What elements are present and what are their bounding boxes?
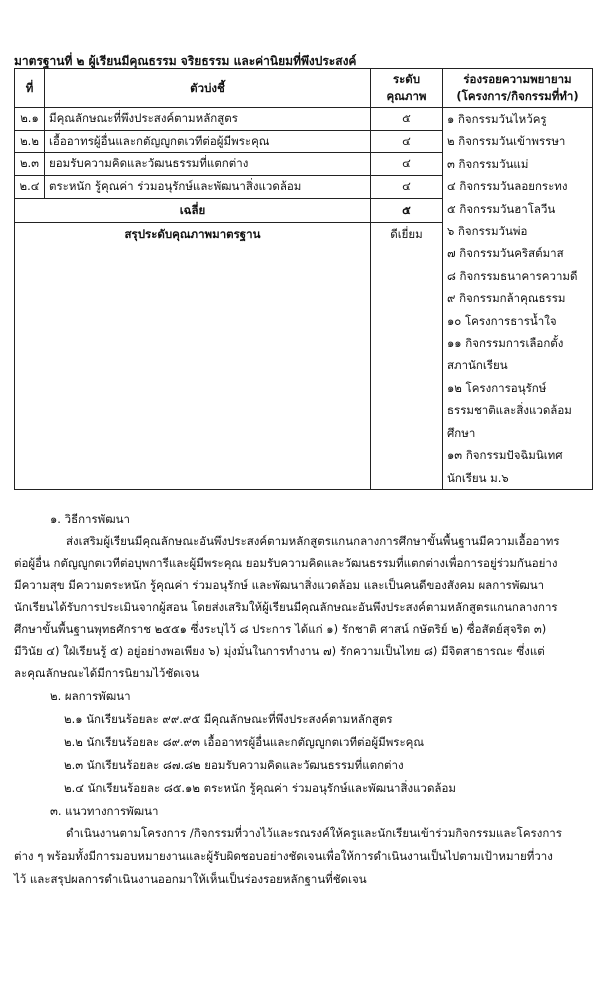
indicator-level: ๔ [371, 130, 443, 153]
indicator-level: ๔ [371, 176, 443, 199]
activities-cell [443, 108, 593, 490]
section-heading-results: ๒. ผลการพัฒนา [50, 689, 131, 703]
paragraph-line: ต่าง ๆ พร้อมทั้งมีการมอบหมายงานและผู้รับผิดชอบอย่างชัดเจนเพื่อให้การดำเนินงานเป็นไปตามเป้าหมายที่วาง [14, 849, 553, 863]
standard-title: มาตรฐานที่ ๒ ผู้เรียนมีคุณธรรม จริยธรรม และค่านิยมที่พึงประสงค์ [14, 54, 357, 68]
activity-item: ๙ กิจกรรมกล้าคุณธรรม [447, 291, 566, 306]
indicator-number: ๒.๒ [15, 130, 45, 153]
paragraph-line: ไว้ และสรุปผลการดำเนินงานออกมาให้เห็นเป็นร่องรอยหลักฐานที่ชัดเจน [14, 872, 367, 886]
paragraph-line: นักเรียนได้รับการประเมินจากผู้สอน โดยส่งเสริมให้ผู้เรียนมีคุณลักษณะอันพึงประสงค์ตามหลักสูตรแกนกลางการ [14, 600, 558, 614]
indicator-text: เอื้ออาทรผู้อื่นและกตัญญูกตเวทีต่อผู้มีพระคุณ [45, 130, 371, 153]
header-evidence-line1: ร่องรอยความพยายาม [463, 72, 572, 86]
summary-value: ดีเยี่ยม [371, 222, 443, 489]
header-evidence [443, 69, 593, 108]
activity-item: ๖ กิจกรรมวันพ่อ [447, 224, 528, 239]
header-level-line2: คุณภาพ [386, 89, 427, 103]
paragraph-line: ส่งเสริมผู้เรียนมีคุณลักษณะอันพึงประสงค์ตามหลักสูตรแกนกลางการศึกษาขั้นพื้นฐานมีความเอื้ออาทร [66, 534, 560, 548]
activity-item: ๒ กิจกรรมวันเข้าพรรษา [447, 134, 566, 149]
paragraph-line: ดำเนินงานตามโครงการ /กิจกรรมที่วางไว้และรณรงค์ให้ครูและนักเรียนเข้าร่วมกิจกรรมและโครงการ [66, 826, 562, 840]
result-item: ๒.๔ นักเรียนร้อยละ ๘๕.๑๒ ตระหนัก รู้คุณค่า ร่วมอนุรักษ์และพัฒนาสิ่งแวดล้อม [64, 781, 456, 795]
header-evidence-line2: (โครงการ/กิจกรรมที่ทำ) [456, 89, 579, 103]
paragraph-line: ศึกษาขั้นพื้นฐานพุทธศักราช ๒๕๕๑ ซึ่งระบุไว้ ๘ ประการ ได้แก่ ๑) รักชาติ ศาสน์ กษัตริย์ ๒) ซื่อสัตย์สุจริต ๓) [14, 622, 547, 636]
header-indicator: ตัวบ่งชี้ [45, 69, 371, 108]
activity-item: ๔ กิจกรรมวันลอยกระทง [447, 179, 568, 194]
result-item: ๒.๓ นักเรียนร้อยละ ๘๗.๘๒ ยอมรับความคิดและวัฒนธรรมที่แตกต่าง [64, 758, 404, 772]
indicator-number: ๒.๑ [15, 108, 45, 131]
indicator-text: ตระหนัก รู้คุณค่า ร่วมอนุรักษ์และพัฒนาสิ่งแวดล้อม [45, 176, 371, 199]
section-heading-guidelines: ๓. แนวทางการพัฒนา [50, 804, 159, 818]
activity-item: ๓ กิจกรรมวันแม่ [447, 156, 529, 171]
activity-item: ๗ กิจกรรมวันคริสต์มาส [447, 246, 564, 261]
activity-item: ๘ กิจกรรมธนาคารความดี [447, 268, 578, 283]
activity-item: ๑๒ โครงการอนุรักษ์ [447, 380, 547, 395]
indicator-number: ๒.๓ [15, 153, 45, 176]
table-row [15, 108, 593, 131]
average-value: ๕ [371, 198, 443, 222]
activity-item: ๑ กิจกรรมวันไหว้ครู [447, 112, 547, 126]
activity-item: ๕ กิจกรรมวันฮาโลวีน [447, 201, 556, 216]
paragraph-line: ต่อผู้อื่น กตัญญูกตเวทีต่อบุพการีและผู้มีพระคุณ ยอมรับความคิดและวัฒนธรรมที่แตกต่างเพื่อการอยู่ร่วมกันอย่าง [14, 556, 558, 570]
activity-item: สภานักเรียน [447, 358, 508, 373]
indicator-level: ๔ [371, 153, 443, 176]
table-header-row [15, 69, 593, 108]
indicator-number: ๒.๔ [15, 176, 45, 199]
activity-item: นักเรียน ม.๖ [447, 470, 509, 485]
activity-item: ศึกษา [447, 425, 476, 440]
header-level [371, 69, 443, 108]
result-item: ๒.๒ นักเรียนร้อยละ ๘๙.๙๓ เอื้ออาทรผู้อื่นและกตัญญูกตเวทีต่อผู้มีพระคุณ [64, 735, 425, 749]
activity-item: ๑๓ กิจกรรมปัจฉิมนิเทศ [447, 448, 563, 463]
activity-item: ๑๐ โครงการธารน้ำใจ [447, 313, 557, 328]
paragraph-line: มีความสุข มีความตระหนัก รู้คุณค่า ร่วมอนุรักษ์ และพัฒนาสิ่งแวดล้อม และเป็นคนดีของสังคม ผลการพัฒนา [14, 578, 545, 592]
average-label: เฉลี่ย [15, 198, 371, 222]
header-level-line1: ระดับ [392, 72, 421, 86]
result-item: ๒.๑ นักเรียนร้อยละ ๙๙.๙๕ มีคุณลักษณะที่พึงประสงค์ตามหลักสูตร [64, 712, 393, 726]
paragraph-line: ละคุณลักษณะได้มีการนิยามไว้ชัดเจน [14, 666, 200, 680]
paragraph-line: มีวินัย ๔) ใฝ่เรียนรู้ ๕) อยู่อย่างพอเพียง ๖) มุ่งมั่นในการทำงาน ๗) รักความเป็นไทย ๘) มีจิตสาธารณะ ซึ่งแต่ [14, 644, 545, 658]
activity-item: ๑๑ กิจกรรมการเลือกตั้ง [447, 336, 564, 351]
activity-item: ธรรมชาติและสิ่งแวดล้อม [447, 403, 572, 418]
standard-table [14, 68, 593, 490]
header-no: ที่ [15, 69, 45, 108]
indicator-text: ยอมรับความคิดและวัฒนธรรมที่แตกต่าง [45, 153, 371, 176]
summary-label: สรุประดับคุณภาพมาตรฐาน [15, 222, 371, 489]
indicator-text: มีคุณลักษณะที่พึงประสงค์ตามหลักสูตร [45, 108, 371, 131]
section-heading-method: ๑. วิธีการพัฒนา [50, 512, 130, 526]
indicator-level: ๕ [371, 108, 443, 131]
